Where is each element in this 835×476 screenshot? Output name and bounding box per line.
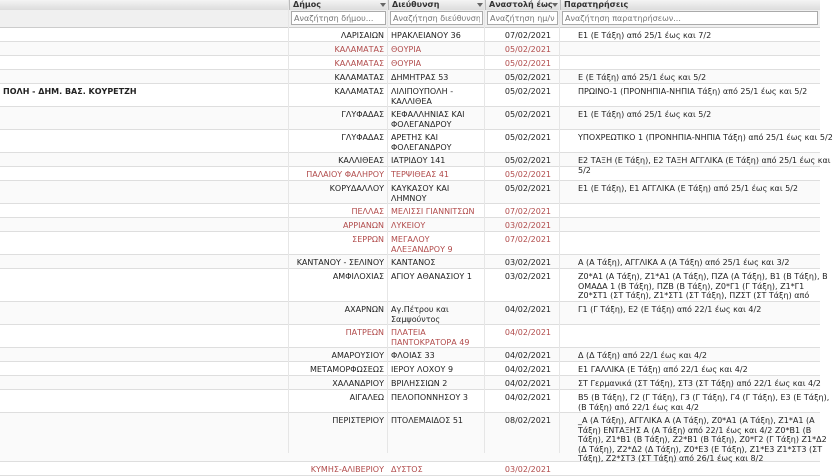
school-name-cell	[0, 218, 288, 231]
address-cell: ΤΕΡΨΙΘΕΑΣ 41	[391, 170, 450, 179]
address-cell: ΜΕΓΑΛΟΥ ΑΛΕΞΑΝΔΡΟΥ 9	[391, 235, 453, 254]
school-name-cell	[0, 107, 288, 129]
dimos-cell: ΓΛΥΦΑΔΑΣ	[341, 110, 384, 119]
dimos-cell: ΑΡΡΙΑΝΩΝ	[342, 221, 384, 230]
table-row[interactable]	[0, 348, 820, 362]
table-row[interactable]	[0, 42, 820, 56]
dimos-cell: ΑΧΑΡΝΩΝ	[344, 305, 384, 314]
table-row[interactable]	[0, 28, 820, 42]
table-row[interactable]	[0, 232, 820, 255]
column-divider	[559, 0, 560, 453]
suspension-date-cell: 07/02/2021	[504, 207, 551, 216]
suspension-date-cell: 07/02/2021	[504, 31, 551, 40]
notes-cell	[575, 42, 835, 55]
table-row[interactable]	[0, 325, 820, 348]
school-name-cell	[0, 42, 288, 55]
sort-arrow-icon[interactable]	[477, 3, 483, 7]
notes-cell	[575, 204, 835, 217]
notes-filter-input[interactable]	[562, 11, 818, 25]
school-name-cell	[0, 302, 288, 324]
suspension-date-cell: 04/02/2021	[504, 328, 551, 337]
notes-cell: Ζ0*Α1 (Α Τάξη), Ζ1*Α1 (Α Τάξη), ΠΖΑ (Α Τάξη), Β1 (Β Τάξη), Β ΟΜΑΔΑ 1 (Β Τάξη), ΠΖΒ (Β Τάξη), Ζ0*Γ1 (Γ Τάξη), Ζ1*Γ1 Ζ0*ΣΤ1 (ΣΤ Τάξη), Ζ1*ΣΤ1 (ΣΤ Τάξη), ΠΖΣΤ (ΣΤ Τάξη) από	[578, 272, 828, 300]
school-name-cell	[0, 70, 288, 83]
school-name-cell	[0, 462, 288, 475]
table-row[interactable]	[0, 204, 820, 218]
address-cell: ΘΟΥΡΙΑ	[391, 59, 422, 68]
suspension-date-cell: 04/02/2021	[504, 365, 551, 374]
suspension-date-cell: 04/02/2021	[504, 351, 551, 360]
suspension-date-cell: 08/02/2021	[504, 416, 551, 425]
notes-cell	[575, 325, 835, 347]
dimos-cell: ΚΑΛΑΜΑΤΑΣ	[334, 59, 384, 68]
suspension-date-cell: 05/02/2021	[504, 184, 551, 193]
suspension-date-cell: 03/02/2021	[504, 272, 551, 281]
school-name-cell	[0, 204, 288, 217]
dimos-cell: ΚΑΛΛΙΘΕΑΣ	[338, 156, 384, 165]
suspension-date-cell: 04/02/2021	[504, 305, 551, 314]
column-divider	[387, 0, 388, 453]
address-cell: Αγ.Πέτρου και Σαμψούντος	[391, 305, 449, 324]
table-row[interactable]	[0, 218, 820, 232]
address-cell: ΚΑΝΤΑΝΟΣ	[391, 258, 436, 267]
school-name-cell	[0, 181, 288, 203]
school-name-cell	[0, 130, 288, 152]
notes-cell: ΠΡΩΙΝΟ-1 (ΠΡΟΝΗΠΙΑ-ΝΗΠΙΑ Τάξη) από 25/1 έως και 5/2	[578, 87, 808, 96]
school-name-cell	[0, 153, 288, 166]
address-cell: ΠΕΛΟΠΟΝΝΗΣΟΥ 3	[391, 393, 469, 402]
school-name-cell	[0, 413, 288, 461]
table-row[interactable]	[0, 181, 820, 204]
school-name-cell	[0, 390, 288, 412]
address-cell: ΛΙΛΙΠΟΥΠΟΛΗ - ΚΑΛΛΙΘΕΑ	[391, 87, 454, 106]
dimos-cell: ΣΕΡΡΩΝ	[352, 235, 384, 244]
table-row[interactable]	[0, 56, 820, 70]
notes-cell: Ε1 ΓΑΛΛΙΚΑ (Ε Τάξη) από 22/1 έως και 4/2	[578, 365, 748, 374]
dimos-cell: ΑΙΓΑΛΕΩ	[349, 393, 384, 402]
suspension-date-cell: 05/02/2021	[504, 59, 551, 68]
notes-cell: ΥΠΟΧΡΕΩΤΙΚΟ 1 (ΠΡΟΝΗΠΙΑ-ΝΗΠΙΑ Τάξη) από 25/1 έως και 5/2	[578, 133, 833, 142]
address-cell: ΜΕΛΙΣΣΙ ΓΙΑΝΝΙΤΣΩΝ	[391, 207, 475, 216]
address-cell: ΠΤΟΛΕΜΑΙΔΟΣ 51	[391, 416, 464, 425]
dimos-cell: ΑΜΦΙΛΟΧΙΑΣ	[332, 272, 384, 281]
dimos-cell: ΠΑΤΡΕΩΝ	[345, 328, 384, 337]
address-cell: ΔΗΜΗΤΡΑΣ 53	[391, 73, 449, 82]
filter-row	[0, 10, 820, 28]
address-cell: ΠΛΑΤΕΙΑ ΠΑΝΤΟΚΡΑΤΟΡΑ 49	[391, 328, 470, 347]
column-header-notes-label: Παρατηρήσεις	[564, 0, 629, 9]
dimos-cell: ΠΕΡΙΣΤΕΡΙΟΥ	[332, 416, 384, 425]
notes-cell: Ε1 (Ε Τάξη) από 25/1 έως και 5/2	[578, 110, 712, 119]
sort-arrow-icon[interactable]	[552, 3, 558, 7]
table-row[interactable]	[0, 84, 820, 107]
table-row[interactable]	[0, 376, 820, 390]
address-cell: ΑΓΙΟΥ ΑΘΑΝΑΣΙΟΥ 1	[391, 272, 472, 281]
suspension-date-cell: 03/02/2021	[504, 258, 551, 267]
school-name-cell	[0, 232, 288, 254]
suspension-date-cell: 05/02/2021	[504, 110, 551, 119]
column-header-notes[interactable]	[560, 0, 820, 10]
school-name-cell: ΠΟΛΗ - ΔΗΜ. ΒΑΣ. ΚΟΥΡΕΤΖΗ	[3, 87, 137, 96]
dimos-filter-input[interactable]	[291, 11, 386, 25]
address-cell: ΑΡΕΤΗΣ ΚΑΙ ΦΟΛΕΓΑΝΔΡΟΥ	[391, 133, 452, 152]
notes-cell: Δ (Δ Τάξη) από 22/1 έως και 4/2	[578, 351, 707, 360]
notes-cell: Ε1 (Ε Τάξη) από 25/1 έως και 7/2	[578, 31, 712, 40]
suspension-date-cell: 05/02/2021	[504, 170, 551, 179]
address-cell: ΙΕΡΟΥ ΛΟΧΟΥ 9	[391, 365, 454, 374]
school-name-cell	[0, 362, 288, 375]
suspension-date-cell: 05/02/2021	[504, 87, 551, 96]
column-header-suspension[interactable]	[485, 0, 560, 10]
table-row[interactable]	[0, 167, 820, 181]
sort-arrow-icon[interactable]	[380, 3, 386, 7]
address-cell: ΙΑΤΡΙΔΟΥ 141	[391, 156, 446, 165]
school-name-cell	[0, 269, 288, 301]
dimos-cell: ΚΥΜΗΣ-ΑΛΙΒΕΡΙΟΥ	[310, 465, 384, 474]
dimos-cell: ΜΕΤΑΜΟΡΦΩΣΕΩΣ	[309, 365, 384, 374]
school-name-cell	[0, 28, 288, 41]
dimos-cell: ΚΑΝΤΑΝΟΥ - ΣΕΛΙΝΟΥ	[296, 258, 384, 267]
dimos-cell: ΓΛΥΦΑΔΑΣ	[341, 133, 384, 142]
dimos-cell: ΛΑΡΙΣΑΙΩΝ	[340, 31, 384, 40]
table-row[interactable]	[0, 269, 828, 302]
suspension-date-cell: 04/02/2021	[504, 379, 551, 388]
suspension-date-cell: 03/02/2021	[504, 221, 551, 230]
table-row[interactable]	[0, 462, 820, 476]
notes-cell	[575, 167, 835, 180]
dimos-cell: ΚΑΛΑΜΑΤΑΣ	[334, 45, 384, 54]
school-name-cell	[0, 325, 288, 347]
school-name-cell	[0, 167, 288, 180]
school-name-cell	[0, 56, 288, 69]
suspension-date-cell: 07/02/2021	[504, 235, 551, 244]
suspension-date-cell: 05/02/2021	[504, 45, 551, 54]
notes-cell: Β5 (Β Τάξη), Γ2 (Γ Τάξη), Γ3 (Γ Τάξη), Γ4 (Γ Τάξη), Ε3 (Ε Τάξη), (Β Τάξη) από 22/1 έως και 4/2	[578, 393, 830, 412]
address-cell: ΗΡΑΚΛΕΙΑΝΟΥ 36	[391, 31, 461, 40]
school-name-cell	[0, 255, 288, 268]
address-cell: ΦΛΟΙΑΣ 33	[391, 351, 435, 360]
suspension-date-cell: 04/02/2021	[504, 393, 551, 402]
column-header-address-label: Διεύθυνση	[392, 0, 440, 9]
notes-cell: Ε2 ΤΑΞΗ (Ε Τάξη), Ε2 ΤΑΞΗ ΑΓΓΛΙΚΑ (Ε Τάξη) από 25/1 έως και 5/2	[578, 156, 831, 175]
address-cell: ΚΑΥΚΑΣΟΥ ΚΑΙ ΛΗΜΝΟΥ	[391, 184, 450, 203]
column-header-dimos-label: Δήμος	[293, 0, 322, 9]
dimos-cell: ΠΑΛΑΙΟΥ ΦΑΛΗΡΟΥ	[306, 170, 384, 179]
dimos-cell: ΑΜΑΡΟΥΣΙΟΥ	[331, 351, 384, 360]
address-cell: ΔΥΣΤΟΣ	[391, 465, 423, 474]
dimos-cell: ΚΑΛΑΜΑΤΑΣ	[334, 87, 384, 96]
address-filter-input[interactable]	[390, 11, 483, 25]
suspension-date-cell: 05/02/2021	[504, 156, 551, 165]
address-cell: ΘΟΥΡΙΑ	[391, 45, 422, 54]
notes-cell: Γ1 (Γ Τάξη), Ε2 (Ε Τάξη) από 22/1 έως και 4/2	[578, 305, 762, 314]
school-name-cell	[0, 348, 288, 361]
notes-cell	[575, 462, 835, 475]
table-row[interactable]	[0, 302, 820, 325]
suspension-date-cell: 05/02/2021	[504, 73, 551, 82]
table-row[interactable]	[0, 390, 830, 413]
notes-cell: ΣΤ Γερμανικά (ΣΤ Τάξη), ΣΤ3 (ΣΤ Τάξη) από 22/1 έως και 4/2	[578, 379, 821, 388]
notes-cell	[575, 232, 835, 254]
notes-cell	[575, 218, 835, 231]
address-cell: ΛΥΚΕΙΟΥ	[391, 221, 426, 230]
suspension-date-cell: 03/02/2021	[504, 465, 551, 474]
table-row[interactable]	[0, 362, 820, 376]
address-cell: ΚΕΦΑΛΛΗΝΙΑΣ ΚΑΙ ΦΟΛΕΓΑΝΔΡΟΥ	[391, 110, 465, 129]
notes-cell: Α (Α Τάξη), ΑΓΓΛΙΚΑ Α (Α Τάξη) από 25/1 έως και 3/2	[578, 258, 790, 267]
column-divider	[484, 0, 485, 453]
dimos-cell: ΧΑΛΑΝΔΡΙΟΥ	[332, 379, 384, 388]
table-row[interactable]	[0, 413, 827, 463]
school-name-cell	[0, 376, 288, 389]
date-filter-input[interactable]	[487, 11, 558, 25]
column-divider	[288, 0, 289, 453]
table-row[interactable]	[0, 107, 820, 130]
dimos-cell: ΚΟΡΥΔΑΛΛΟΥ	[329, 184, 384, 193]
dimos-cell: ΚΑΛΑΜΑΤΑΣ	[334, 73, 384, 82]
suspension-date-cell: 05/02/2021	[504, 133, 551, 142]
column-header-dimos[interactable]	[289, 0, 388, 10]
notes-cell: Ε (Ε Τάξη) από 25/1 έως και 5/2	[578, 73, 707, 82]
dimos-cell: ΠΕΛΛΑΣ	[351, 207, 384, 216]
address-cell: ΒΡΙΛΗΣΣΙΩΝ 2	[391, 379, 448, 388]
table-row[interactable]	[0, 130, 833, 153]
column-header-suspension-label: Αναστολή έως	[489, 0, 553, 9]
table-row[interactable]	[0, 70, 820, 84]
notes-cell: _Α (Α Τάξη), ΑΓΓΛΙΚΑ Α (Α Τάξη), Ζ0*Α1 (Α Τάξη), Ζ1*Α1 (Α Τάξη) ΕΝΤΑΞΗΣ Α (Α Τάξη) από 22/1 έως και 4/2 Ζ0*Β1 (Β Τάξη), Ζ1*Β1 (Β Τάξη), Ζ2*Β1 (Β Τάξη), Ζ0*Γ2 (Γ Τάξη) Ζ1*Δ2 (Δ Τάξη), Ζ2*Δ2 (Δ Τάξη), Ζ0*Ε3 (Ε Τάξη), Ζ1*Ε3 Ζ1*ΣΤ3 (ΣΤ Τάξη), Ζ2*ΣΤ3 (ΣΤ Τάξη) από 26/1 έως και 8/2	[578, 416, 827, 463]
table-row[interactable]	[0, 255, 820, 269]
column-header-address[interactable]	[388, 0, 485, 10]
notes-cell: Ε1 (Ε Τάξη), Ε1 ΑΓΓΛΙΚΑ (Ε Τάξη) από 25/1 έως και 5/2	[578, 184, 798, 193]
notes-cell	[575, 56, 835, 69]
